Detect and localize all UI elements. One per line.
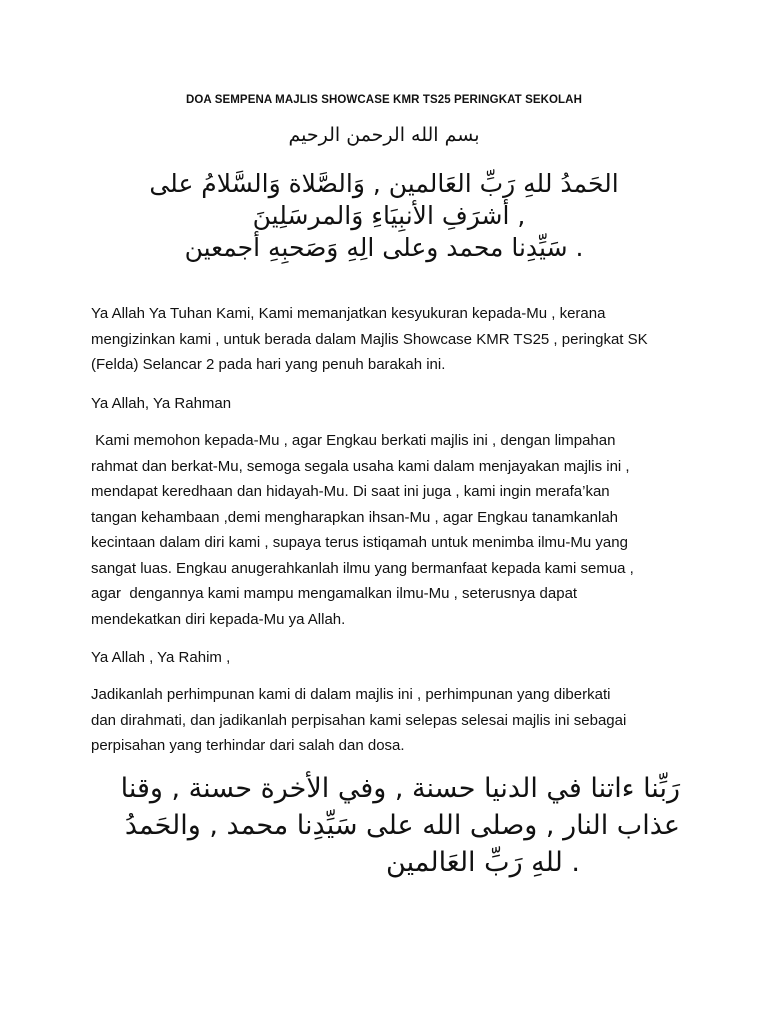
closing-line-2: عذاب النار , وصلى الله على سَيِّدِنا محمد , والحَمدُ bbox=[124, 810, 680, 841]
salutation-text: Ya Allah , Ya Rahim , bbox=[91, 649, 231, 666]
opening-line-2: , أشرَفِ الأنبِيَاءِ وَالمرسَلِينَ bbox=[252, 201, 526, 230]
paragraph-line: perpisahan yang terhindar dari salah dan dosa. bbox=[91, 737, 405, 754]
paragraph-line: (Felda) Selancar 2 pada hari yang penuh barakah ini. bbox=[91, 356, 446, 373]
paragraph-line: dan dirahmati, dan jadikanlah perpisahan kami selepas selesai majlis ini sebagai bbox=[91, 711, 627, 729]
salutation-text: Ya Allah, Ya Rahman bbox=[91, 395, 232, 412]
paragraph-line: sangat luas. Engkau anugerahkanlah ilmu yang bermanfaat kepada kami semua , bbox=[91, 559, 634, 577]
salutation-ya-rahim bbox=[91, 645, 681, 671]
closing-line-1: رَبِّنا ءاتنا في الدنيا حسنة , وفي الأخرة حسنة , وقنا bbox=[120, 773, 680, 804]
paragraph-gratitude bbox=[91, 301, 681, 378]
opening-line-3: . سَيِّدِنا محمد وعلى الِهِ وَصَحبِهِ أجمعين bbox=[184, 233, 584, 262]
closing-prayer bbox=[90, 770, 680, 881]
document-title: DOA SEMPENA MAJLIS SHOWCASE KMR TS25 PERINGKAT SEKOLAH bbox=[185, 94, 582, 106]
opening-prayer bbox=[110, 168, 658, 264]
paragraph-line: mendapat keredhaan dan hidayah-Mu. Di saat ini juga , kami ingin merafa’kan bbox=[91, 483, 610, 500]
basmalah: بسم الله الرحمن الرحيم bbox=[288, 124, 480, 146]
paragraph-line: agar dengannya kami mampu mengamalkan ilmu-Mu , seterusnya dapat bbox=[91, 585, 578, 602]
paragraph-gathering bbox=[91, 682, 681, 759]
salutation-ya-rahman bbox=[91, 391, 681, 417]
paragraph-line: rahmat dan berkat-Mu, semoga segala usaha kami dalam menjayakan majlis ini , bbox=[91, 457, 630, 475]
paragraph-line: Ya Allah Ya Tuhan Kami, Kami memanjatkan kesyukuran kepada-Mu , kerana bbox=[91, 305, 606, 322]
paragraph-line: Jadikanlah perhimpunan kami di dalam majlis ini , perhimpunan yang diberkati bbox=[91, 686, 611, 703]
paragraph-line: tangan kehambaan ,demi mengharapkan ihsan-Mu , agar Engkau tanamkanlah bbox=[91, 508, 619, 526]
paragraph-supplication bbox=[91, 428, 681, 632]
closing-line-3: . للهِ رَبِّ العَالمين bbox=[386, 847, 580, 878]
paragraph-line: Kami memohon kepada-Mu , agar Engkau berkati majlis ini , dengan limpahan bbox=[91, 432, 616, 449]
paragraph-line: mendekatkan diri kepada-Mu ya Allah. bbox=[91, 610, 346, 628]
paragraph-line: mengizinkan kami , untuk berada dalam Majlis Showcase KMR TS25 , peringkat SK bbox=[91, 330, 648, 348]
paragraph-line: kecintaan dalam diri kami , supaya terus istiqamah untuk menimba ilmu-Mu yang bbox=[91, 534, 628, 551]
opening-line-1: الحَمدُ للهِ رَبِّ العَالمين , وَالصَّلاة وَالسَّلامُ على bbox=[149, 169, 619, 198]
